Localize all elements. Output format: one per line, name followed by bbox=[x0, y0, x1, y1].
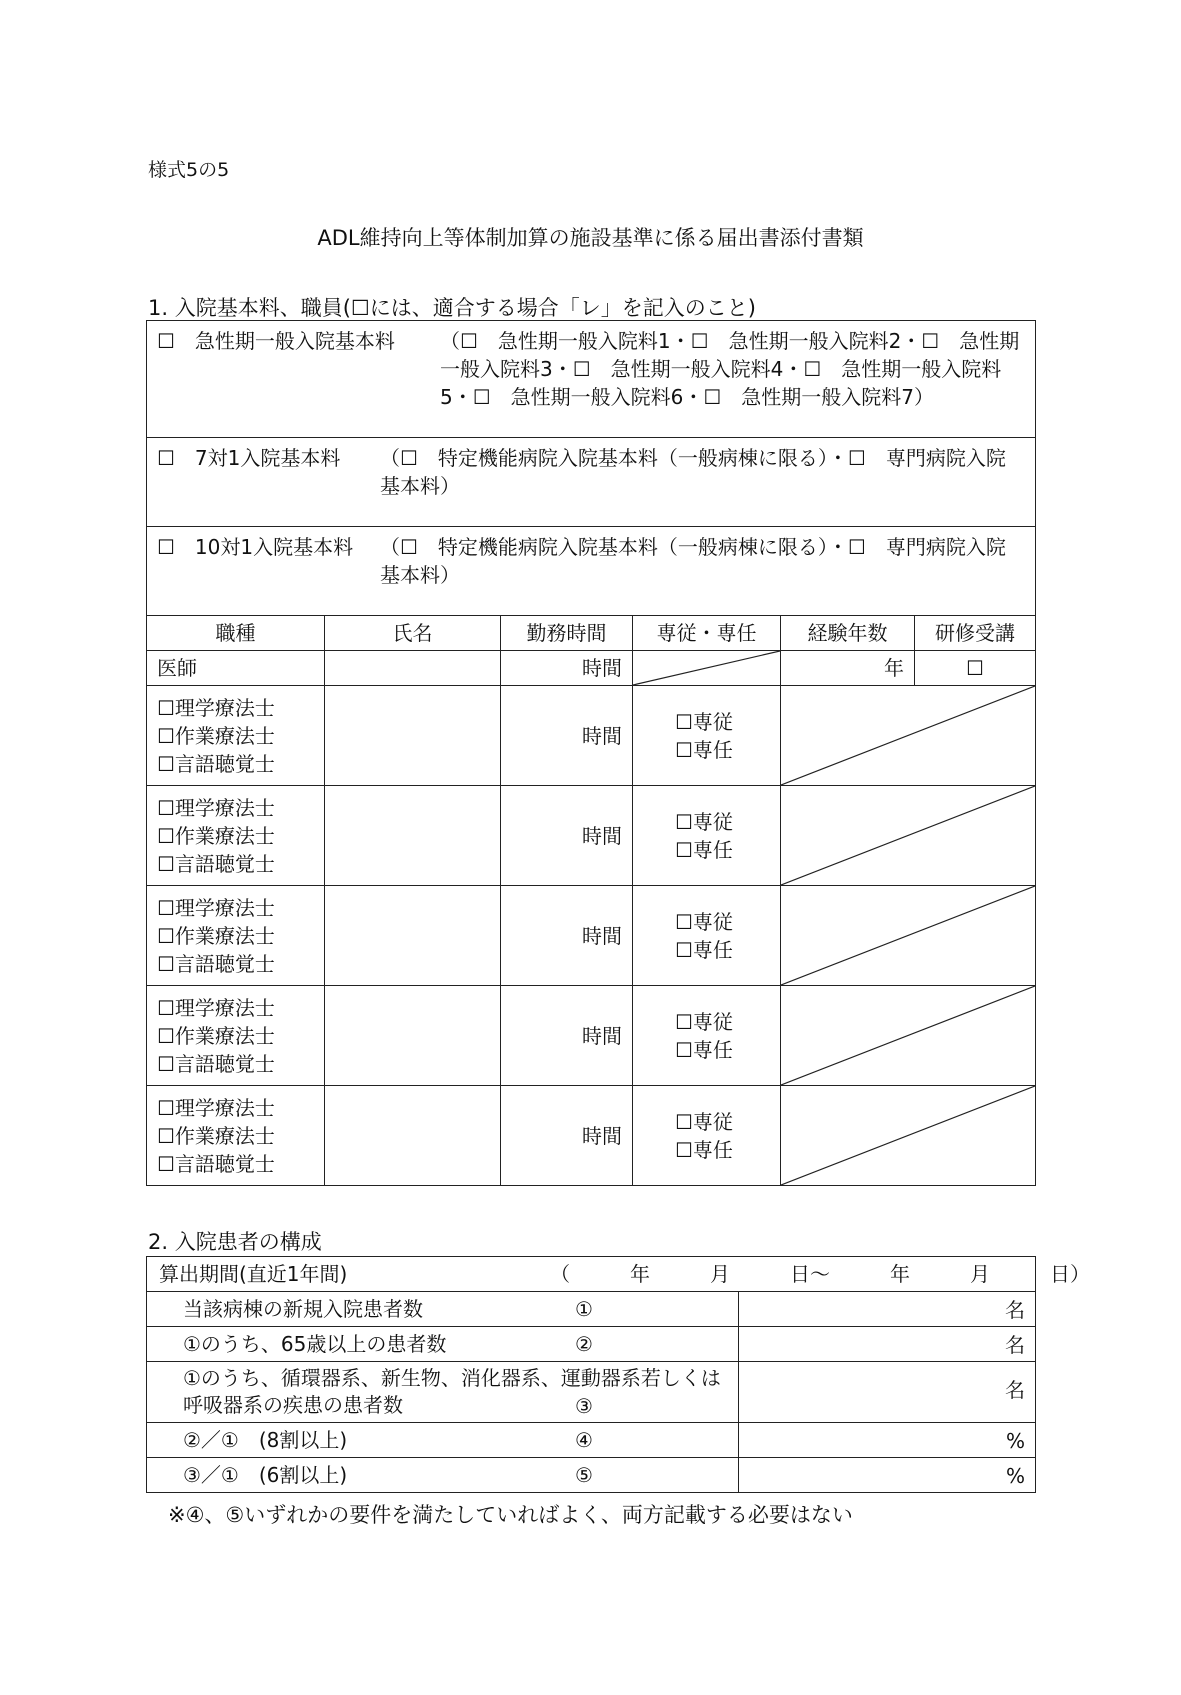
unit-label: % bbox=[1005, 1464, 1025, 1488]
duty-option-assigned[interactable]: ☐専任 bbox=[675, 1037, 733, 1062]
name-field[interactable] bbox=[325, 986, 501, 1086]
basic-fee-row-acute bbox=[147, 321, 1036, 438]
period-row bbox=[147, 1257, 1036, 1292]
ratio-label: ③／① (6割以上) bbox=[183, 1463, 348, 1487]
count-field[interactable] bbox=[739, 1327, 1036, 1362]
role-option-pt[interactable]: ☐理学療法士 bbox=[157, 1095, 275, 1120]
hours-field[interactable] bbox=[501, 651, 633, 686]
ratio-row-65plus bbox=[147, 1423, 1036, 1458]
basic-fee-row-7to1 bbox=[147, 438, 1036, 527]
period-label: 算出期間(直近1年間) bbox=[159, 1262, 348, 1286]
role-option-st[interactable]: ☐言語聴覚士 bbox=[157, 851, 275, 876]
staff-table bbox=[146, 320, 1036, 1186]
slashed-cell bbox=[781, 786, 1036, 886]
ratio-field[interactable] bbox=[739, 1458, 1036, 1493]
hours-unit: 時間 bbox=[582, 1123, 622, 1148]
diagonal-line bbox=[633, 651, 780, 685]
count-label: 当該病棟の新規入院患者数 bbox=[183, 1297, 423, 1321]
basic-fee-detail[interactable]: （☐ 急性期一般入院料1・☐ 急性期一般入院料2・☐ 急性期一般入院料3・☐ 急性期一般入院料4・☐ 急性期一般入院料5・☐ 急性期一般入院料6・☐ 急性期一般入院料7） bbox=[440, 329, 1020, 409]
duty-option-assigned[interactable]: ☐専任 bbox=[675, 737, 733, 762]
role-checklist bbox=[147, 886, 325, 986]
duty-checklist bbox=[633, 1086, 781, 1186]
document-title: ADL維持向上等体制加算の施設基準に係る届出書添付書類 bbox=[317, 226, 864, 250]
row-marker: ① bbox=[575, 1297, 593, 1321]
period-range[interactable]: （ 年 月 日～ 年 月 日） bbox=[550, 1262, 1091, 1286]
role-option-st[interactable]: ☐言語聴覚士 bbox=[157, 751, 275, 776]
hours-unit: 時間 bbox=[582, 923, 622, 948]
count-row-65plus bbox=[147, 1327, 1036, 1362]
duty-checklist bbox=[633, 786, 781, 886]
duty-option-assigned[interactable]: ☐専任 bbox=[675, 937, 733, 962]
basic-fee-label[interactable]: ☐ 10対1入院基本料 bbox=[157, 535, 354, 559]
slashed-cell bbox=[781, 886, 1036, 986]
duty-checklist bbox=[633, 686, 781, 786]
duty-option-assigned[interactable]: ☐専任 bbox=[675, 1137, 733, 1162]
count-row-diseases bbox=[147, 1362, 1036, 1423]
hours-field[interactable] bbox=[501, 1086, 633, 1186]
row-marker: ④ bbox=[575, 1428, 593, 1452]
diagonal-line bbox=[781, 886, 1035, 985]
patient-composition-table bbox=[146, 1256, 1091, 1493]
years-field[interactable] bbox=[781, 651, 915, 686]
role-option-ot[interactable]: ☐作業療法士 bbox=[157, 1023, 275, 1048]
form-number: 様式5の5 bbox=[148, 159, 230, 181]
footnote: ※④、⑤いずれかの要件を満たしていればよく、両方記載する必要はない bbox=[168, 1503, 853, 1527]
role-option-pt[interactable]: ☐理学療法士 bbox=[157, 995, 275, 1020]
count-field[interactable] bbox=[739, 1362, 1036, 1423]
years-unit: 年 bbox=[884, 656, 904, 680]
row-marker: ② bbox=[575, 1332, 593, 1356]
duty-option-assigned[interactable]: ☐専任 bbox=[675, 837, 733, 862]
role-option-pt[interactable]: ☐理学療法士 bbox=[157, 895, 275, 920]
duty-checklist bbox=[633, 986, 781, 1086]
role-checklist bbox=[147, 1086, 325, 1186]
slashed-cell bbox=[781, 1086, 1036, 1186]
section2-heading: 2. 入院患者の構成 bbox=[148, 1230, 322, 1254]
unit-label: % bbox=[1005, 1429, 1025, 1453]
basic-fee-label[interactable]: ☐ 7対1入院基本料 bbox=[157, 446, 341, 470]
row-marker: ⑤ bbox=[575, 1463, 593, 1487]
column-header: 勤務時間 bbox=[501, 616, 633, 651]
slashed-cell bbox=[781, 986, 1036, 1086]
slashed-cell bbox=[633, 651, 781, 686]
basic-fee-detail[interactable]: （☐ 特定機能病院入院基本料（一般病棟に限る）・☐ 専門病院入院基本料） bbox=[380, 446, 1006, 498]
role-option-ot[interactable]: ☐作業療法士 bbox=[157, 1123, 275, 1148]
therapist-row bbox=[147, 1086, 1036, 1186]
therapist-row bbox=[147, 786, 1036, 886]
duty-option-dedicated[interactable]: ☐専従 bbox=[675, 909, 733, 934]
unit-label: 名 bbox=[1005, 1298, 1025, 1322]
ratio-row-diseases bbox=[147, 1458, 1036, 1493]
column-header: 職種 bbox=[147, 616, 325, 651]
hours-unit: 時間 bbox=[582, 656, 622, 680]
count-label: ①のうち、循環器系、新生物、消化器系、運動器系若しくは呼吸器系の疾患の患者数 bbox=[183, 1366, 721, 1417]
name-field[interactable] bbox=[325, 686, 501, 786]
hours-field[interactable] bbox=[501, 686, 633, 786]
column-header: 専従・専任 bbox=[633, 616, 781, 651]
training-checkbox[interactable] bbox=[915, 651, 1036, 686]
count-field[interactable] bbox=[739, 1292, 1036, 1327]
doctor-row bbox=[147, 651, 1036, 686]
checkbox-icon: ☐ bbox=[966, 656, 984, 680]
role-option-pt[interactable]: ☐理学療法士 bbox=[157, 695, 275, 720]
name-field[interactable] bbox=[325, 651, 501, 686]
therapist-row bbox=[147, 986, 1036, 1086]
role-option-ot[interactable]: ☐作業療法士 bbox=[157, 723, 275, 748]
hours-field[interactable] bbox=[501, 786, 633, 886]
role-option-ot[interactable]: ☐作業療法士 bbox=[157, 923, 275, 948]
duty-option-dedicated[interactable]: ☐専従 bbox=[675, 709, 733, 734]
doctor-role: 医師 bbox=[147, 651, 325, 686]
unit-label: 名 bbox=[1005, 1378, 1025, 1402]
basic-fee-row-10to1 bbox=[147, 527, 1036, 616]
column-header-row bbox=[147, 616, 1036, 651]
diagonal-line bbox=[781, 1086, 1035, 1185]
role-option-st[interactable]: ☐言語聴覚士 bbox=[157, 1051, 275, 1076]
name-field[interactable] bbox=[325, 886, 501, 986]
diagonal-line bbox=[781, 686, 1035, 785]
name-field[interactable] bbox=[325, 1086, 501, 1186]
row-marker: ③ bbox=[575, 1394, 593, 1418]
role-option-pt[interactable]: ☐理学療法士 bbox=[157, 795, 275, 820]
count-label: ①のうち、65歳以上の患者数 bbox=[183, 1332, 447, 1356]
role-option-st[interactable]: ☐言語聴覚士 bbox=[157, 1151, 275, 1176]
section1-heading: 1. 入院基本料、職員(☐には、適合する場合「レ」を記入のこと) bbox=[148, 296, 756, 320]
count-row-new-admissions bbox=[147, 1292, 1036, 1327]
role-option-ot[interactable]: ☐作業療法士 bbox=[157, 823, 275, 848]
duty-checklist bbox=[633, 886, 781, 986]
basic-fee-label[interactable]: ☐ 急性期一般入院基本料 bbox=[157, 329, 395, 353]
therapist-row bbox=[147, 686, 1036, 786]
role-checklist bbox=[147, 986, 325, 1086]
duty-option-dedicated[interactable]: ☐専従 bbox=[675, 1109, 733, 1134]
unit-label: 名 bbox=[1005, 1333, 1025, 1357]
hours-unit: 時間 bbox=[582, 723, 622, 748]
duty-option-dedicated[interactable]: ☐専従 bbox=[675, 809, 733, 834]
name-field[interactable] bbox=[325, 786, 501, 886]
role-option-st[interactable]: ☐言語聴覚士 bbox=[157, 951, 275, 976]
therapist-row bbox=[147, 886, 1036, 986]
hours-field[interactable] bbox=[501, 886, 633, 986]
hours-unit: 時間 bbox=[582, 823, 622, 848]
diagonal-line bbox=[781, 986, 1035, 1085]
column-header: 氏名 bbox=[325, 616, 501, 651]
ratio-field[interactable] bbox=[739, 1423, 1036, 1458]
diagonal-line bbox=[781, 786, 1035, 885]
column-header: 経験年数 bbox=[781, 616, 915, 651]
hours-field[interactable] bbox=[501, 986, 633, 1086]
basic-fee-detail[interactable]: （☐ 特定機能病院入院基本料（一般病棟に限る）・☐ 専門病院入院基本料） bbox=[380, 535, 1006, 587]
slashed-cell bbox=[781, 686, 1036, 786]
column-header: 研修受講 bbox=[915, 616, 1036, 651]
duty-option-dedicated[interactable]: ☐専従 bbox=[675, 1009, 733, 1034]
ratio-label: ②／① (8割以上) bbox=[183, 1428, 348, 1452]
role-checklist bbox=[147, 686, 325, 786]
hours-unit: 時間 bbox=[582, 1023, 622, 1048]
role-checklist bbox=[147, 786, 325, 886]
